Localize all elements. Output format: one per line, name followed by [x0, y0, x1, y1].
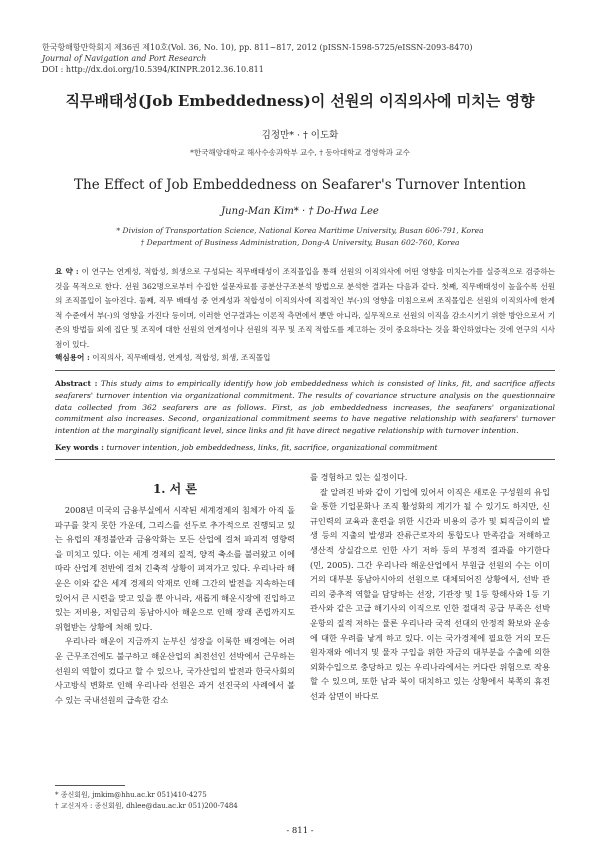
journal-header-line-1: 한국항해항만학회지 제36권 제10호(Vol. 36, No. 10), pp. 811~817, 2012 (pISSN-1598-5725/eISSN-2093-8470) — [42, 43, 473, 52]
doi-line[interactable]: DOI : http://dx.doi.org/10.5394/KINPR.2012.36.10.811 — [42, 65, 264, 74]
keywords-korean-text: 이직의사, 직무배태성, 연계성, 적합성, 희생, 조직몰입 — [92, 353, 271, 362]
divider-bottom — [55, 459, 555, 460]
body-column-left — [55, 503, 295, 707]
authors-korean: 김정만* · † 이도화 — [261, 130, 339, 141]
abstract-korean-text: 이 연구는 연계성, 적합성, 희생으로 구성되는 직무배태성이 조직몰입을 통해 선원의 이직의사에 어떤 영향을 미치는가를 실증적으로 검증하는 것을 목적으로 한다. 선원 362명으로부터 수집한 설문자료를 공분산구조분석 방법으로 분석한 결과는 다음과 같다. 첫째, 직무배태성이 높을수록 선원의 조직몰입이 높아진다. 둘째, 직무 배태성 중 연계성과 적합성이 이직의사에 직접적인 부(-)의 영향을 미침으로써 조직몰입은 선원의 이직의사에 한계적 수준에서 부(-)의 영향을 가진다 등이며, 이러한 연구결과는 이론적 측면에서 뿐만 아니라, 실무적으로 선원의 이직을 감소시키기 위한 방안으로서 기존의 방법들 외에 집단 및 조직에 대한 선원의 연계성이나 선원의 직무 및 조직 적합도를 제고하는 것이 중요하다는 것을 확인하였다는 것에 연구의 시사점이 있다. — [55, 267, 555, 349]
authors-english: Jung-Man Kim* · † Do-Hwa Lee — [221, 206, 379, 217]
footnote-1: * 종신회원, jmkim@hhu.ac.kr 051)410-4275 — [55, 791, 207, 799]
abstract-english-text: This study aims to empirically identify how job embeddedness which is consisted of links, fit, and sacrifice affects seafarers' turnover intention via organizational commitment. The results of covariance structure analysis on the questionnaire data collected from 362 seafarers are as follows. First, as job embeddedness increases, the seafarers' organizational commitment also increases. Second, organizational commitment seems to have negative relationship with seafarers' turnover intention at the marginally significant level, since links and fit have direct negative relationship with turnover intention. — [55, 379, 556, 436]
title-english: The Effect of Job Embeddedness on Seafarer's Turnover Intention — [74, 177, 526, 193]
abstract-english-label: Abstract : — [55, 379, 98, 388]
title-korean: 직무배태성(Job Embeddedness)이 선원의 이직의사에 미치는 영향 — [65, 92, 535, 110]
keywords-korean — [55, 352, 555, 363]
affiliation-korean: *한국해양대학교 해사수송과학부 교수, † 동아대학교 경영학과 교수 — [190, 148, 410, 157]
abstract-english — [55, 378, 555, 437]
keywords-english-label: Key words : — [55, 443, 104, 452]
keywords-korean-label: 핵심용어 : — [55, 353, 90, 362]
divider-top — [55, 370, 555, 371]
body-paragraph: 를 경험하고 있는 실정이다. — [310, 472, 408, 482]
affiliation-english-1: * Division of Transportation Science, National Korea Maritime University, Busan 606-791, Korea — [116, 226, 484, 235]
body-paragraph: 잘 알려진 바와 같이 기업에 있어서 이직은 새로운 구성원의 유입을 통한 기업문화나 조직 활성화의 계기가 될 수 있기도 하지만, 신규인력의 교육과 훈련을 위한 시간과 비용의 증가 및 퇴직금이의 발생 등의 지출의 발생과 잔류근로자의 통합도나 만족감을 저해하고 생산적 상실감으로 인한 사기 저하 등의 부정적 결과를 야기한다(민, 2005). 그간 우리나라 해운산업에서 부원급 선원의 수는 이미 거의 대부분 동남아시아의 선원으로 대체되어진 상황에서, 선박 관리의 중추적 역할을 담당하는 선장, 기관장 및 1등 항해사와 1등 기관사와 같은 고급 해기사의 이직으로 인한 절대적 공급 부족은 선박 운항의 질적 저하는 물론 우리나라 국적 선대의 안정적 확보와 운송에 대한 우려를 낳게 하고 있다. 이는 국가경제에 필요한 거의 모든 원자재와 에너지 및 물자 구입을 위한 자금의 대부분을 수출에 의한 외화수입으로 충당하고 있는 우리나라에서는 커다란 위험으로 작용할 수 있으며, 또한 남과 북이 대치하고 있는 상황에서 북쪽의 휴전선과 삼면이 바다로 — [310, 486, 550, 701]
body-paragraph: 우리나라 해운이 지금까지 눈부신 성장을 이룩한 배경에는 어려운 근무조건에도 불구하고 해운산업의 최전선인 선박에서 근무하는 선원의 역할이 컸다고 할 수 있으나, 국가산업의 발전과 한국사회의 사고방식 변화로 인해 우리나라 선원은 과거 선진국의 사례에서 볼 수 있는 국내선원의 급속한 감소 — [55, 636, 295, 705]
keywords-english — [55, 443, 555, 452]
body-column-right — [310, 470, 550, 704]
keywords-english-text: turnover intention, job embeddedness, links, fit, sacrifice, organizational commitment — [106, 443, 438, 452]
section-title-introduction: 1. 서 론 — [152, 482, 198, 496]
body-paragraph: 2008년 미국의 금융부실에서 시작된 세계경제의 침체가 아직 돌파구를 찾지 못한 가운데, 그리스를 선두로 추가적으로 진행되고 있는 유럽의 재정불안과 금융악화는 모든 산업에 걸쳐 파괴적 영향력을 미치고 있다. 이는 세계 경제의 질적, 양적 축소를 불러왔고 이에 따라 산업계 전반에 걸쳐 긴축적 상황이 펴져가고 있다. 우리나라 해운은 이와 같은 세계 경제의 악재로 인해 그간의 발전을 지속하는데 있어서 큰 시련을 맞고 있을 뿐 아니라, 새롭게 해운시장에 진입하고 있는 저비용, 저임금의 동남아시아 해운으로 인해 장래 존립까지도 위협받는 상황에 처해 있다. — [55, 505, 295, 632]
page-number: - 811 - — [286, 826, 314, 836]
journal-name: Journal of Navigation and Port Research — [42, 54, 207, 63]
affiliation-english-2: † Department of Business Administration, Dong-A University, Busan 602-760, Korea — [140, 238, 460, 247]
abstract-korean — [55, 265, 555, 353]
footnote-2: † 교신저자 : 종신회원, dhlee@dau.ac.kr 051)200-7484 — [55, 802, 238, 810]
journal-header-line-2 — [42, 53, 206, 64]
abstract-korean-label: 요 약 : — [55, 267, 79, 276]
footnote-divider — [55, 785, 125, 786]
